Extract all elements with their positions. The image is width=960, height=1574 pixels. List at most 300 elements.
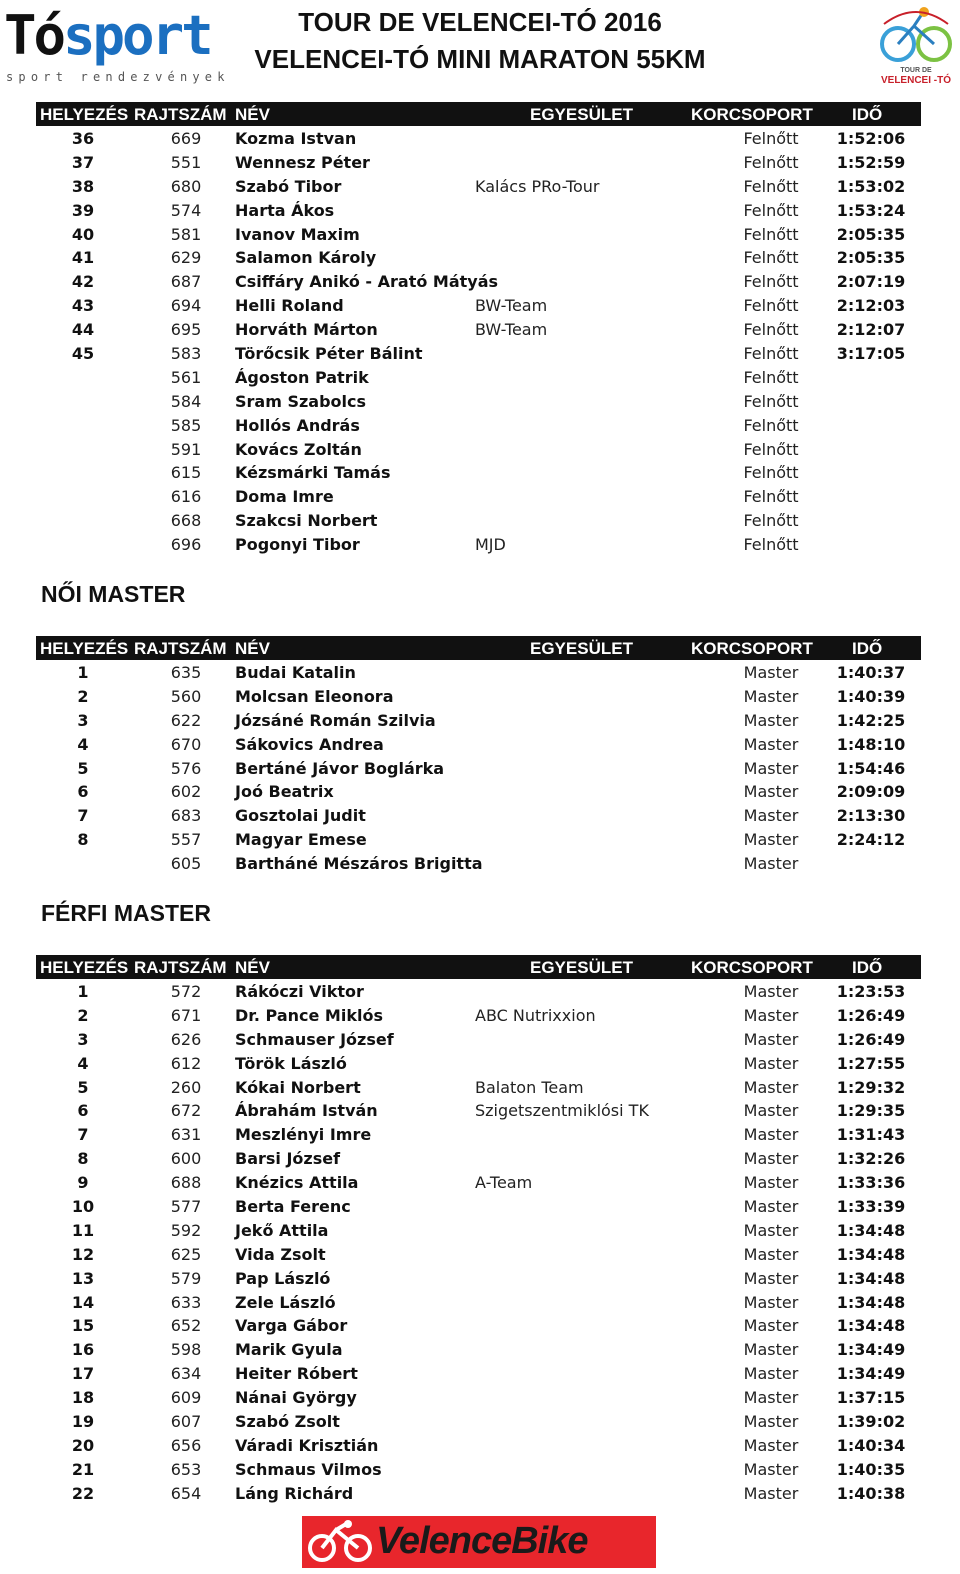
cell-name: Marik Gyula [235,1340,343,1360]
cell-category: Felnőtt [743,224,799,244]
cell-place: 4 [77,1053,89,1073]
cell-category: Felnőtt [743,248,799,268]
cell-name: Meszlényi Imre [235,1125,372,1145]
cell-bib: 635 [170,663,202,682]
cell-category: Master [743,1340,799,1360]
cell-category: Felnőtt [743,129,799,148]
cell-place: 43 [71,296,95,316]
cell-category: Felnőtt [743,535,799,555]
cell-place: 4 [77,734,89,754]
table-row [36,532,921,556]
cell-place: 19 [71,1412,95,1432]
cell-place: 37 [71,152,95,172]
cell-name: Dr. Pance Miklós [235,1005,383,1025]
cell-club: Kalács PRo-Tour [475,176,600,196]
cell-bib: 583 [170,344,202,364]
cell-place: 38 [71,176,95,196]
cell-place: 3 [77,710,89,730]
header-category: KORCSOPORT [691,958,813,977]
table-row [36,1433,921,1457]
header-club: EGYESÜLET [530,639,633,658]
table-row [36,126,921,150]
cell-bib: 626 [170,1029,202,1049]
cell-bib: 600 [170,1149,202,1169]
header-place: HELYEZÉS [40,958,129,977]
cyclist-logo-icon [874,4,958,66]
cell-bib: 572 [170,982,202,1001]
bicycle-icon [306,1516,376,1568]
cell-category: Master [743,1029,799,1049]
cell-category: Master [743,1005,799,1025]
table-row [36,1170,921,1194]
cell-name: Szakcsi Norbert [235,511,378,531]
cell-category: Felnőtt [743,344,799,364]
cell-time: 2:05:35 [836,224,906,244]
velencebike-logo [302,1516,656,1568]
cell-bib: 615 [170,463,202,483]
cell-time: 1:34:48 [836,1268,906,1288]
cell-place: 6 [77,782,89,802]
table-row [36,803,921,827]
cell-category: Felnőtt [743,391,799,411]
cell-time: 1:42:25 [836,710,906,730]
cell-name: Harta Ákos [235,200,335,220]
cell-bib: 622 [170,710,202,730]
table-row [36,508,921,532]
cell-category: Master [743,1268,799,1288]
tosport-logo-word [4,6,211,66]
page-title [240,4,720,78]
table-row [36,1194,921,1218]
cell-category: Felnőtt [743,176,799,196]
title-line-2: VELENCEI-TÓ MINI MARATON 55KM [254,44,706,74]
cell-bib: 672 [170,1101,202,1121]
header-name: NÉV [235,639,270,658]
cell-bib: 695 [170,320,202,340]
cell-place: 5 [77,1077,89,1097]
cell-name: Schmauser József [235,1029,394,1049]
tosport-logo [4,4,228,88]
cell-place: 2 [77,686,89,706]
title-line-1: TOUR DE VELENCEI-TÓ 2016 [298,7,662,37]
results-table-noi-master [36,636,921,875]
table-row [36,150,921,174]
cell-time: 1:32:26 [836,1149,906,1169]
cell-bib: 602 [170,782,202,802]
cell-category: Felnőtt [743,320,799,340]
cell-name: Varga Gábor [235,1316,348,1336]
cell-name: Wennesz Péter [235,152,370,172]
cell-category: Felnőtt [743,296,799,316]
cell-place: 5 [77,758,89,778]
cell-bib: 560 [170,686,202,706]
cell-bib: 688 [170,1173,202,1193]
cell-category: Felnőtt [743,272,799,292]
cell-time: 1:34:48 [836,1244,906,1264]
table-row [36,1051,921,1075]
cell-category: Master [743,1101,799,1121]
table-row [36,1361,921,1385]
table-header [36,102,921,126]
cell-name: Szabó Zsolt [235,1412,340,1432]
cell-name: Vida Zsolt [235,1244,326,1264]
cell-category: Master [743,1173,799,1193]
cell-category: Master [743,1053,799,1073]
cell-place: 15 [71,1316,95,1336]
cell-category: Master [743,663,799,682]
cell-place: 7 [77,806,89,826]
cell-club: BW-Team [475,296,548,316]
table-row [36,317,921,341]
cell-time: 1:29:35 [836,1101,906,1121]
cell-bib: 561 [170,367,202,387]
cell-time: 2:05:35 [836,248,906,268]
cell-category: Master [743,1483,799,1503]
cell-time: 1:26:49 [836,1005,906,1025]
cell-place: 20 [71,1435,95,1455]
header-bib: RAJTSZÁM [134,958,227,977]
cell-place: 42 [71,272,95,292]
cell-place: 36 [71,129,95,148]
table-row [36,1290,921,1314]
table-row [36,269,921,293]
cell-name: Rákóczi Viktor [235,982,364,1001]
table-row [36,222,921,246]
table-row [36,484,921,508]
cell-place: 7 [77,1125,89,1145]
cell-bib: 609 [170,1388,202,1408]
cell-club: Szigetszentmiklósi TK [475,1101,649,1121]
cell-place: 10 [71,1197,95,1217]
cell-place: 3 [77,1029,89,1049]
table-row [36,1337,921,1361]
cell-time: 1:34:49 [836,1364,906,1384]
table-row [36,437,921,461]
cell-bib: 577 [170,1197,202,1217]
table-row [36,365,921,389]
cell-category: Master [743,1388,799,1408]
section-title-noi-master: NŐI MASTER [41,581,186,607]
cell-name: Szabó Tibor [235,176,342,196]
cell-category: Master [743,686,799,706]
cell-category: Master [743,1220,799,1240]
header-name: NÉV [235,105,270,124]
cell-time: 1:40:39 [836,686,906,706]
cell-category: Master [743,1316,799,1336]
cell-category: Master [743,1435,799,1455]
table-row [36,174,921,198]
section-title-ferfi-master: FÉRFI MASTER [41,900,211,926]
cell-time: 1:48:10 [836,734,906,754]
table-row [36,708,921,732]
logo-word-to: Tó [4,4,64,67]
cell-name: Berta Ferenc [235,1197,351,1217]
cell-club: BW-Team [475,320,548,340]
results-table-felnott [36,102,921,556]
cell-name: Budai Katalin [235,663,356,682]
table-row [36,1242,921,1266]
cell-time: 1:34:48 [836,1220,906,1240]
cell-time: 1:40:34 [836,1435,906,1455]
cell-bib: 551 [170,152,202,172]
table-row [36,341,921,365]
table-row [36,684,921,708]
cell-name: Ágoston Patrik [235,367,369,387]
table-row [36,732,921,756]
table-row [36,827,921,851]
cell-place: 41 [71,248,95,268]
cell-name: Pogonyi Tibor [235,535,360,555]
cell-name: Doma Imre [235,487,334,507]
header-category: KORCSOPORT [691,105,813,124]
cell-time: 1:37:15 [836,1388,906,1408]
table-row [36,1027,921,1051]
header-name: NÉV [235,958,270,977]
cell-time: 1:52:59 [836,152,906,172]
cell-name: Sákovics Andrea [235,734,384,754]
cell-name: Barsi József [235,1149,341,1169]
cell-place: 8 [77,830,89,850]
cell-category: Master [743,982,799,1001]
cell-category: Master [743,710,799,730]
cell-time: 1:53:24 [836,200,906,220]
table-row [36,979,921,1003]
cell-time: 1:26:49 [836,1029,906,1049]
table-row [36,389,921,413]
cell-time: 2:12:07 [836,320,906,340]
cell-category: Felnőtt [743,152,799,172]
cell-bib: 574 [170,200,202,220]
cell-bib: 694 [170,296,202,316]
cell-club: MJD [475,535,506,555]
cell-name: Magyar Emese [235,830,367,850]
cell-name: Váradi Krisztián [235,1435,379,1455]
table-row [36,1075,921,1099]
header-place: HELYEZÉS [40,639,129,658]
cell-name: Bartháné Mészáros Brigitta [235,854,483,874]
cell-place: 17 [71,1364,95,1384]
cell-bib: 557 [170,830,202,850]
cell-place: 2 [77,1005,89,1025]
cell-bib: 633 [170,1292,202,1312]
cell-category: Master [743,1292,799,1312]
cell-time: 1:33:39 [836,1197,906,1217]
cell-time: 1:53:02 [836,176,906,196]
cell-category: Master [743,758,799,778]
cell-club: ABC Nutrixxion [475,1005,596,1025]
tour-logo-small-text: TOUR DE [900,67,932,74]
cell-time: 1:34:48 [836,1292,906,1312]
cell-place: 45 [71,344,95,364]
cell-bib: 576 [170,758,202,778]
cell-name: Zele László [235,1292,336,1312]
cell-time: 2:13:30 [836,806,906,826]
table-row [36,413,921,437]
cell-place: 39 [71,200,95,220]
cell-time: 1:40:37 [836,663,906,682]
cell-category: Master [743,1459,799,1479]
cell-time: 1:34:49 [836,1340,906,1360]
cell-place: 11 [71,1220,95,1240]
cell-category: Master [743,1244,799,1264]
cell-name: Hollós András [235,415,360,435]
cell-place: 1 [77,663,89,682]
cell-bib: 653 [170,1459,202,1479]
cell-bib: 634 [170,1364,202,1384]
cell-time: 1:29:32 [836,1077,906,1097]
tour-logo-text [874,66,958,86]
results-table-ferfi-master [36,955,921,1505]
cell-bib: 598 [170,1340,202,1360]
cell-name: Józsáné Román Szilvia [235,710,436,730]
cell-bib: 579 [170,1268,202,1288]
table-row [36,293,921,317]
header-category: KORCSOPORT [691,639,813,658]
header-time: IDŐ [852,639,883,658]
cell-place: 8 [77,1149,89,1169]
header-club: EGYESÜLET [530,105,633,124]
table-row [36,1409,921,1433]
table-row [36,245,921,269]
cell-bib: 656 [170,1435,202,1455]
velencebike-logo-text: VelenceBike [376,1520,588,1562]
cell-bib: 652 [170,1316,202,1336]
cell-time: 2:09:09 [836,782,906,802]
cell-name: Sram Szabolcs [235,391,367,411]
cell-bib: 607 [170,1412,202,1432]
cell-place: 44 [71,320,95,340]
cell-time: 1:31:43 [836,1125,906,1145]
cell-category: Master [743,1412,799,1432]
header-time: IDŐ [852,958,883,977]
header-bib: RAJTSZÁM [134,105,227,124]
cell-time: 1:52:06 [836,129,906,148]
cell-place: 18 [71,1388,95,1408]
cell-category: Master [743,806,799,826]
header-time: IDŐ [852,105,883,124]
logo-word-sport: sport [63,4,211,67]
cell-time: 1:34:48 [836,1316,906,1336]
cell-bib: 584 [170,391,202,411]
cell-name: Nánai György [235,1388,357,1408]
cell-club: Balaton Team [475,1077,584,1097]
table-row [36,460,921,484]
cell-name: Helli Roland [235,296,344,316]
tour-logo-big-text: VELENCEI -TÓ [880,75,951,86]
cell-time: 2:12:03 [836,296,906,316]
cell-place: 6 [77,1101,89,1121]
cell-place: 13 [71,1268,95,1288]
cell-category: Master [743,1197,799,1217]
cell-time: 1:33:36 [836,1173,906,1193]
tosport-logo-tagline: sport rendezvények [6,70,230,84]
cell-category: Master [743,1077,799,1097]
table-row [36,1385,921,1409]
cell-bib: 668 [170,511,202,531]
cell-bib: 585 [170,415,202,435]
cell-category: Felnőtt [743,415,799,435]
cell-name: Ábrahám István [235,1101,378,1121]
cell-bib: 625 [170,1244,202,1264]
cell-bib: 669 [170,129,202,148]
cell-bib: 616 [170,487,202,507]
tour-de-velencei-to-logo [874,4,958,86]
cell-name: Bertáné Jávor Boglárka [235,758,445,778]
cell-name: Csiffáry Anikó - Arató Mátyás [235,272,499,292]
cell-time: 1:27:55 [836,1053,906,1073]
cell-time: 1:54:46 [836,758,906,778]
cell-bib: 696 [170,535,202,555]
cell-place: 22 [71,1483,95,1503]
cell-time: 2:24:12 [836,830,906,850]
cell-name: Molcsan Eleonora [235,686,394,706]
cell-category: Felnőtt [743,487,799,507]
cell-bib: 654 [170,1483,202,1503]
cell-bib: 683 [170,806,202,826]
cell-category: Master [743,1125,799,1145]
cell-bib: 592 [170,1220,202,1240]
table-row [36,779,921,803]
cell-name: Knézics Attila [235,1173,359,1193]
header-club: EGYESÜLET [530,958,633,977]
table-row [36,1266,921,1290]
header-place: HELYEZÉS [40,105,129,124]
table-row [36,756,921,780]
table-row [36,1313,921,1337]
cell-bib: 670 [170,734,202,754]
cell-category: Master [743,734,799,754]
cell-place: 40 [71,224,95,244]
cell-time: 3:17:05 [836,344,906,364]
table-row [36,1146,921,1170]
cell-category: Master [743,830,799,850]
table-row [36,1003,921,1027]
cell-name: Gosztolai Judit [235,806,366,826]
table-row [36,1098,921,1122]
cell-time: 1:40:38 [836,1483,906,1503]
cell-bib: 671 [170,1005,202,1025]
cell-time: 1:40:35 [836,1459,906,1479]
cell-name: Ivanov Maxim [235,224,360,244]
table-row [36,851,921,875]
table-row [36,1122,921,1146]
cell-name: Salamon Károly [235,248,377,268]
table-header [36,636,921,660]
cell-bib: 680 [170,176,202,196]
cell-bib: 591 [170,439,202,459]
cell-name: Schmaus Vilmos [235,1459,382,1479]
cell-bib: 629 [170,248,202,268]
cell-place: 9 [77,1173,89,1193]
table-header [36,955,921,979]
cell-name: Pap László [235,1268,331,1288]
cell-category: Master [743,782,799,802]
cell-bib: 260 [170,1077,202,1097]
cell-name: Török László [235,1053,347,1073]
cell-bib: 612 [170,1053,202,1073]
cell-name: Jekő Attila [235,1220,329,1240]
cell-bib: 605 [170,854,202,874]
cell-category: Master [743,1149,799,1169]
cell-bib: 687 [170,272,202,292]
cell-time: 1:23:53 [836,982,906,1001]
cell-place: 16 [71,1340,95,1360]
cell-name: Horváth Márton [235,320,378,340]
cell-place: 1 [77,982,89,1001]
cell-place: 21 [71,1459,95,1479]
cell-club: A-Team [475,1173,533,1193]
cell-bib: 581 [170,224,202,244]
